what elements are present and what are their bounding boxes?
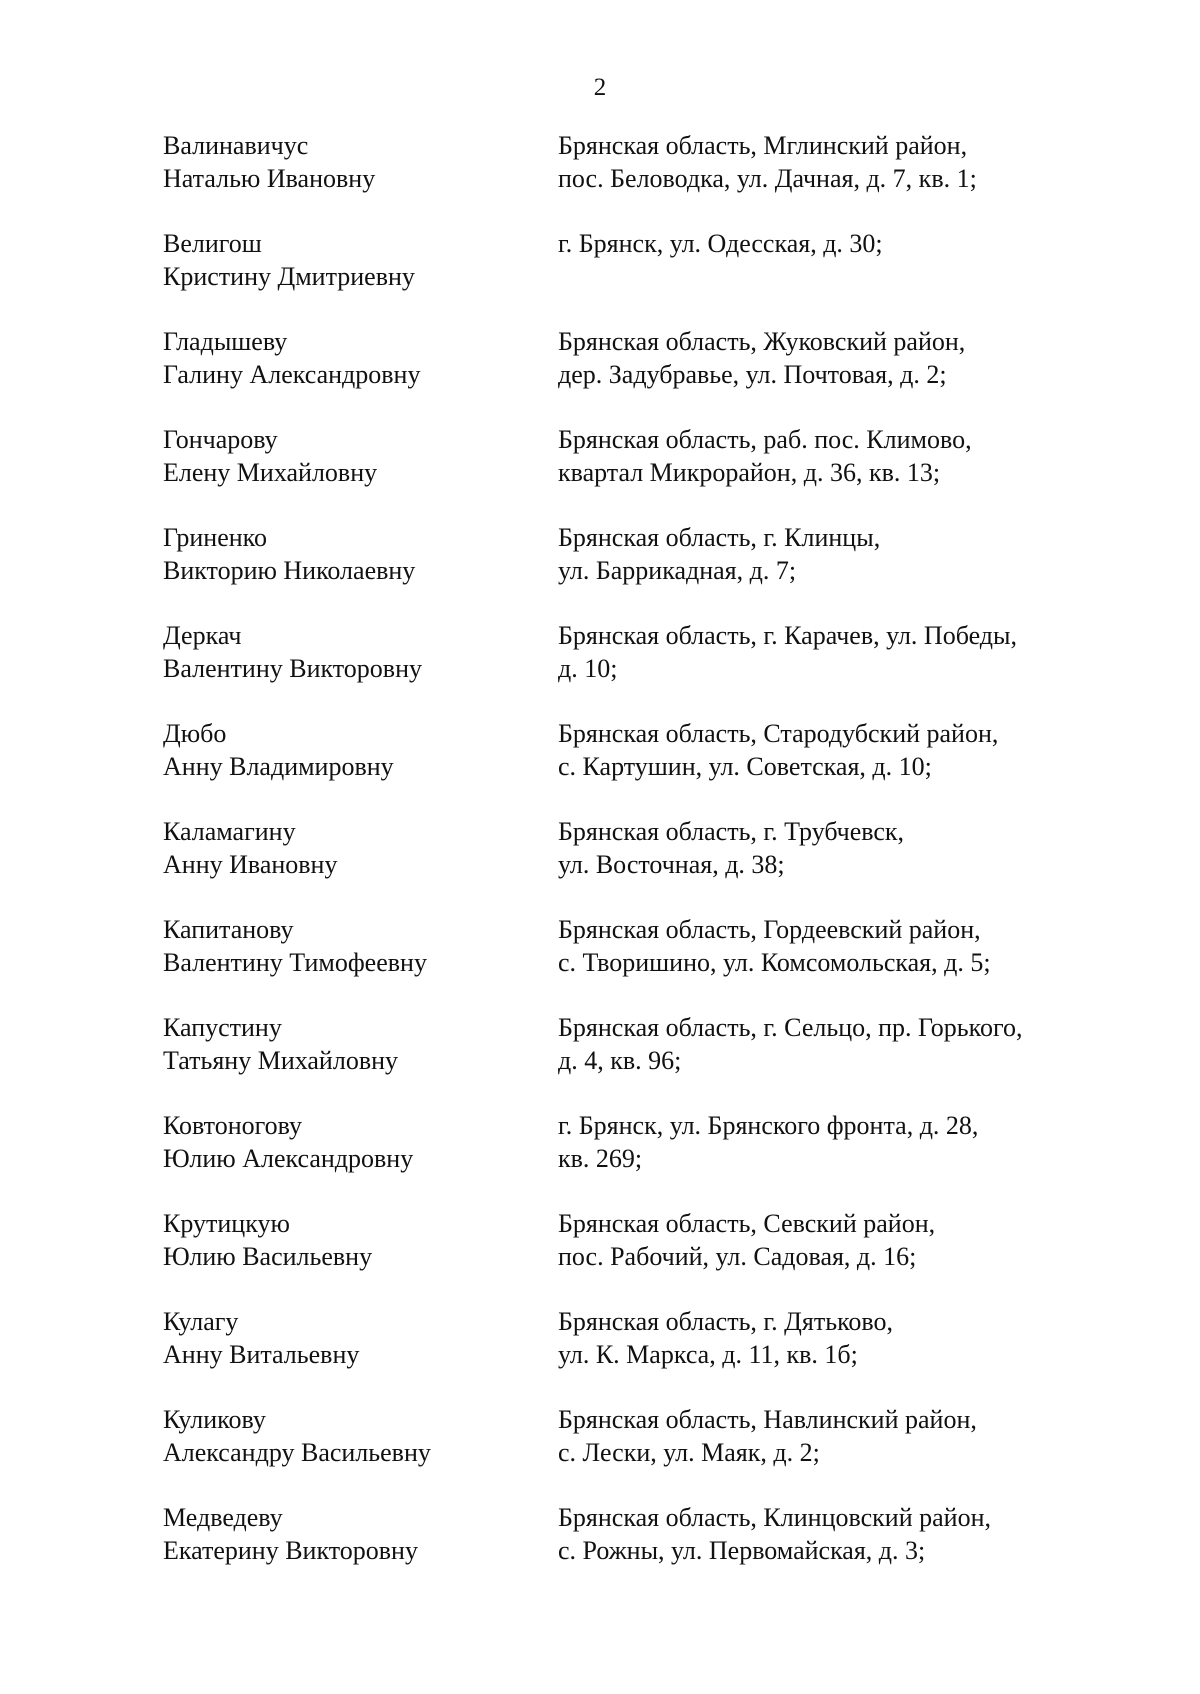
address	[558, 1501, 1088, 1599]
surname: Медведеву	[163, 1503, 283, 1532]
address-line: ул. Восточная, д. 38;	[558, 850, 785, 879]
address-line: ул. Баррикадная, д. 7;	[558, 556, 797, 585]
given-names: Анну Ивановну	[163, 850, 338, 879]
address-line: пос. Беловодка, ул. Дачная, д. 7, кв. 1;	[558, 164, 977, 193]
given-names: Кристину Дмитриевну	[163, 262, 415, 291]
address	[558, 717, 1088, 815]
list-item	[163, 1207, 1093, 1305]
address-line: с. Творишино, ул. Комсомольская, д. 5;	[558, 948, 991, 977]
address-line: Брянская область, Севский район,	[558, 1209, 936, 1238]
address-line: г. Брянск, ул. Брянского фронта, д. 28,	[558, 1111, 979, 1140]
address	[558, 1011, 1088, 1109]
person-name	[163, 325, 558, 423]
surname: Куликову	[163, 1405, 266, 1434]
address-line: ул. К. Маркса, д. 11, кв. 1б;	[558, 1340, 858, 1369]
given-names: Юлию Александровну	[163, 1144, 414, 1173]
address-line: с. Картушин, ул. Советская, д. 10;	[558, 752, 932, 781]
address-line: д. 4, кв. 96;	[558, 1046, 682, 1075]
person-name	[163, 227, 558, 325]
given-names: Юлию Васильевну	[163, 1242, 373, 1271]
list-item	[163, 227, 1093, 325]
address	[558, 815, 1088, 913]
address	[558, 619, 1088, 717]
list-item	[163, 619, 1093, 717]
person-name	[163, 423, 558, 521]
person-name	[163, 619, 558, 717]
given-names: Татьяну Михайловну	[163, 1046, 399, 1075]
address-line: квартал Микрорайон, д. 36, кв. 13;	[558, 458, 941, 487]
list-item	[163, 325, 1093, 423]
address-line: с. Лески, ул. Маяк, д. 2;	[558, 1438, 820, 1467]
person-name	[163, 521, 558, 619]
address	[558, 1305, 1088, 1403]
surname: Крутицкую	[163, 1209, 290, 1238]
given-names: Галину Александровну	[163, 360, 421, 389]
list-item	[163, 1011, 1093, 1109]
surname: Валинавичус	[163, 131, 309, 160]
list-item	[163, 1501, 1093, 1599]
person-name	[163, 1403, 558, 1501]
person-name	[163, 1109, 558, 1207]
address-line: Брянская область, Клинцовский район,	[558, 1503, 991, 1532]
surname: Дюбо	[163, 719, 227, 748]
address-line: Брянская область, г. Сельцо, пр. Горького,	[558, 1013, 1023, 1042]
surname: Гладышеву	[163, 327, 288, 356]
address	[558, 129, 1088, 227]
address-line: Брянская область, г. Карачев, ул. Победы,	[558, 621, 1017, 650]
address-line: Брянская область, раб. пос. Климово,	[558, 425, 972, 454]
list-item	[163, 1305, 1093, 1403]
address	[558, 1207, 1088, 1305]
given-names: Анну Витальевну	[163, 1340, 360, 1369]
person-name	[163, 1207, 558, 1305]
address-line: кв. 269;	[558, 1144, 643, 1173]
surname: Ковтоногову	[163, 1111, 303, 1140]
address	[558, 227, 1088, 325]
list-item	[163, 717, 1093, 815]
address	[558, 325, 1088, 423]
address-line: Брянская область, Мглинский район,	[558, 131, 968, 160]
list-item	[163, 521, 1093, 619]
surname: Гончарову	[163, 425, 278, 454]
address-line: дер. Задубравье, ул. Почтовая, д. 2;	[558, 360, 947, 389]
address-line: д. 10;	[558, 654, 618, 683]
person-name	[163, 913, 558, 1011]
address-line: с. Рожны, ул. Первомайская, д. 3;	[558, 1536, 926, 1565]
surname: Кулагу	[163, 1307, 239, 1336]
address	[558, 913, 1088, 1011]
given-names: Елену Михайловну	[163, 458, 378, 487]
surname: Капитанову	[163, 915, 294, 944]
address-line: Брянская область, Гордеевский район,	[558, 915, 981, 944]
address-line: г. Брянск, ул. Одесская, д. 30;	[558, 229, 883, 258]
surname: Деркач	[163, 621, 242, 650]
address	[558, 1109, 1088, 1207]
address-line: Брянская область, Жуковский район,	[558, 327, 966, 356]
surname: Капустину	[163, 1013, 282, 1042]
given-names: Александру Васильевну	[163, 1438, 431, 1467]
person-name	[163, 1011, 558, 1109]
address-line: Брянская область, Навлинский район,	[558, 1405, 977, 1434]
given-names: Наталью Ивановну	[163, 164, 376, 193]
given-names: Валентину Викторовну	[163, 654, 422, 683]
given-names: Валентину Тимофеевну	[163, 948, 427, 977]
list-item	[163, 815, 1093, 913]
list-item	[163, 129, 1093, 227]
list-item	[163, 1403, 1093, 1501]
page-number: 2	[593, 74, 607, 101]
list-item	[163, 423, 1093, 521]
surname: Каламагину	[163, 817, 296, 846]
address-line: Брянская область, г. Трубчевск,	[558, 817, 905, 846]
address-line: Брянская область, г. Дятьково,	[558, 1307, 893, 1336]
list-item	[163, 913, 1093, 1011]
address	[558, 521, 1088, 619]
person-name	[163, 1501, 558, 1599]
recipient-list	[163, 129, 1093, 1599]
address	[558, 1403, 1088, 1501]
given-names: Викторию Николаевну	[163, 556, 416, 585]
address-line: Брянская область, г. Клинцы,	[558, 523, 881, 552]
surname: Гриненко	[163, 523, 267, 552]
person-name	[163, 815, 558, 913]
given-names: Анну Владимировну	[163, 752, 394, 781]
given-names: Екатерину Викторовну	[163, 1536, 418, 1565]
surname: Велигош	[163, 229, 262, 258]
list-item	[163, 1109, 1093, 1207]
person-name	[163, 1305, 558, 1403]
address	[558, 423, 1088, 521]
person-name	[163, 717, 558, 815]
person-name	[163, 129, 558, 227]
address-line: пос. Рабочий, ул. Садовая, д. 16;	[558, 1242, 917, 1271]
address-line: Брянская область, Стародубский район,	[558, 719, 999, 748]
